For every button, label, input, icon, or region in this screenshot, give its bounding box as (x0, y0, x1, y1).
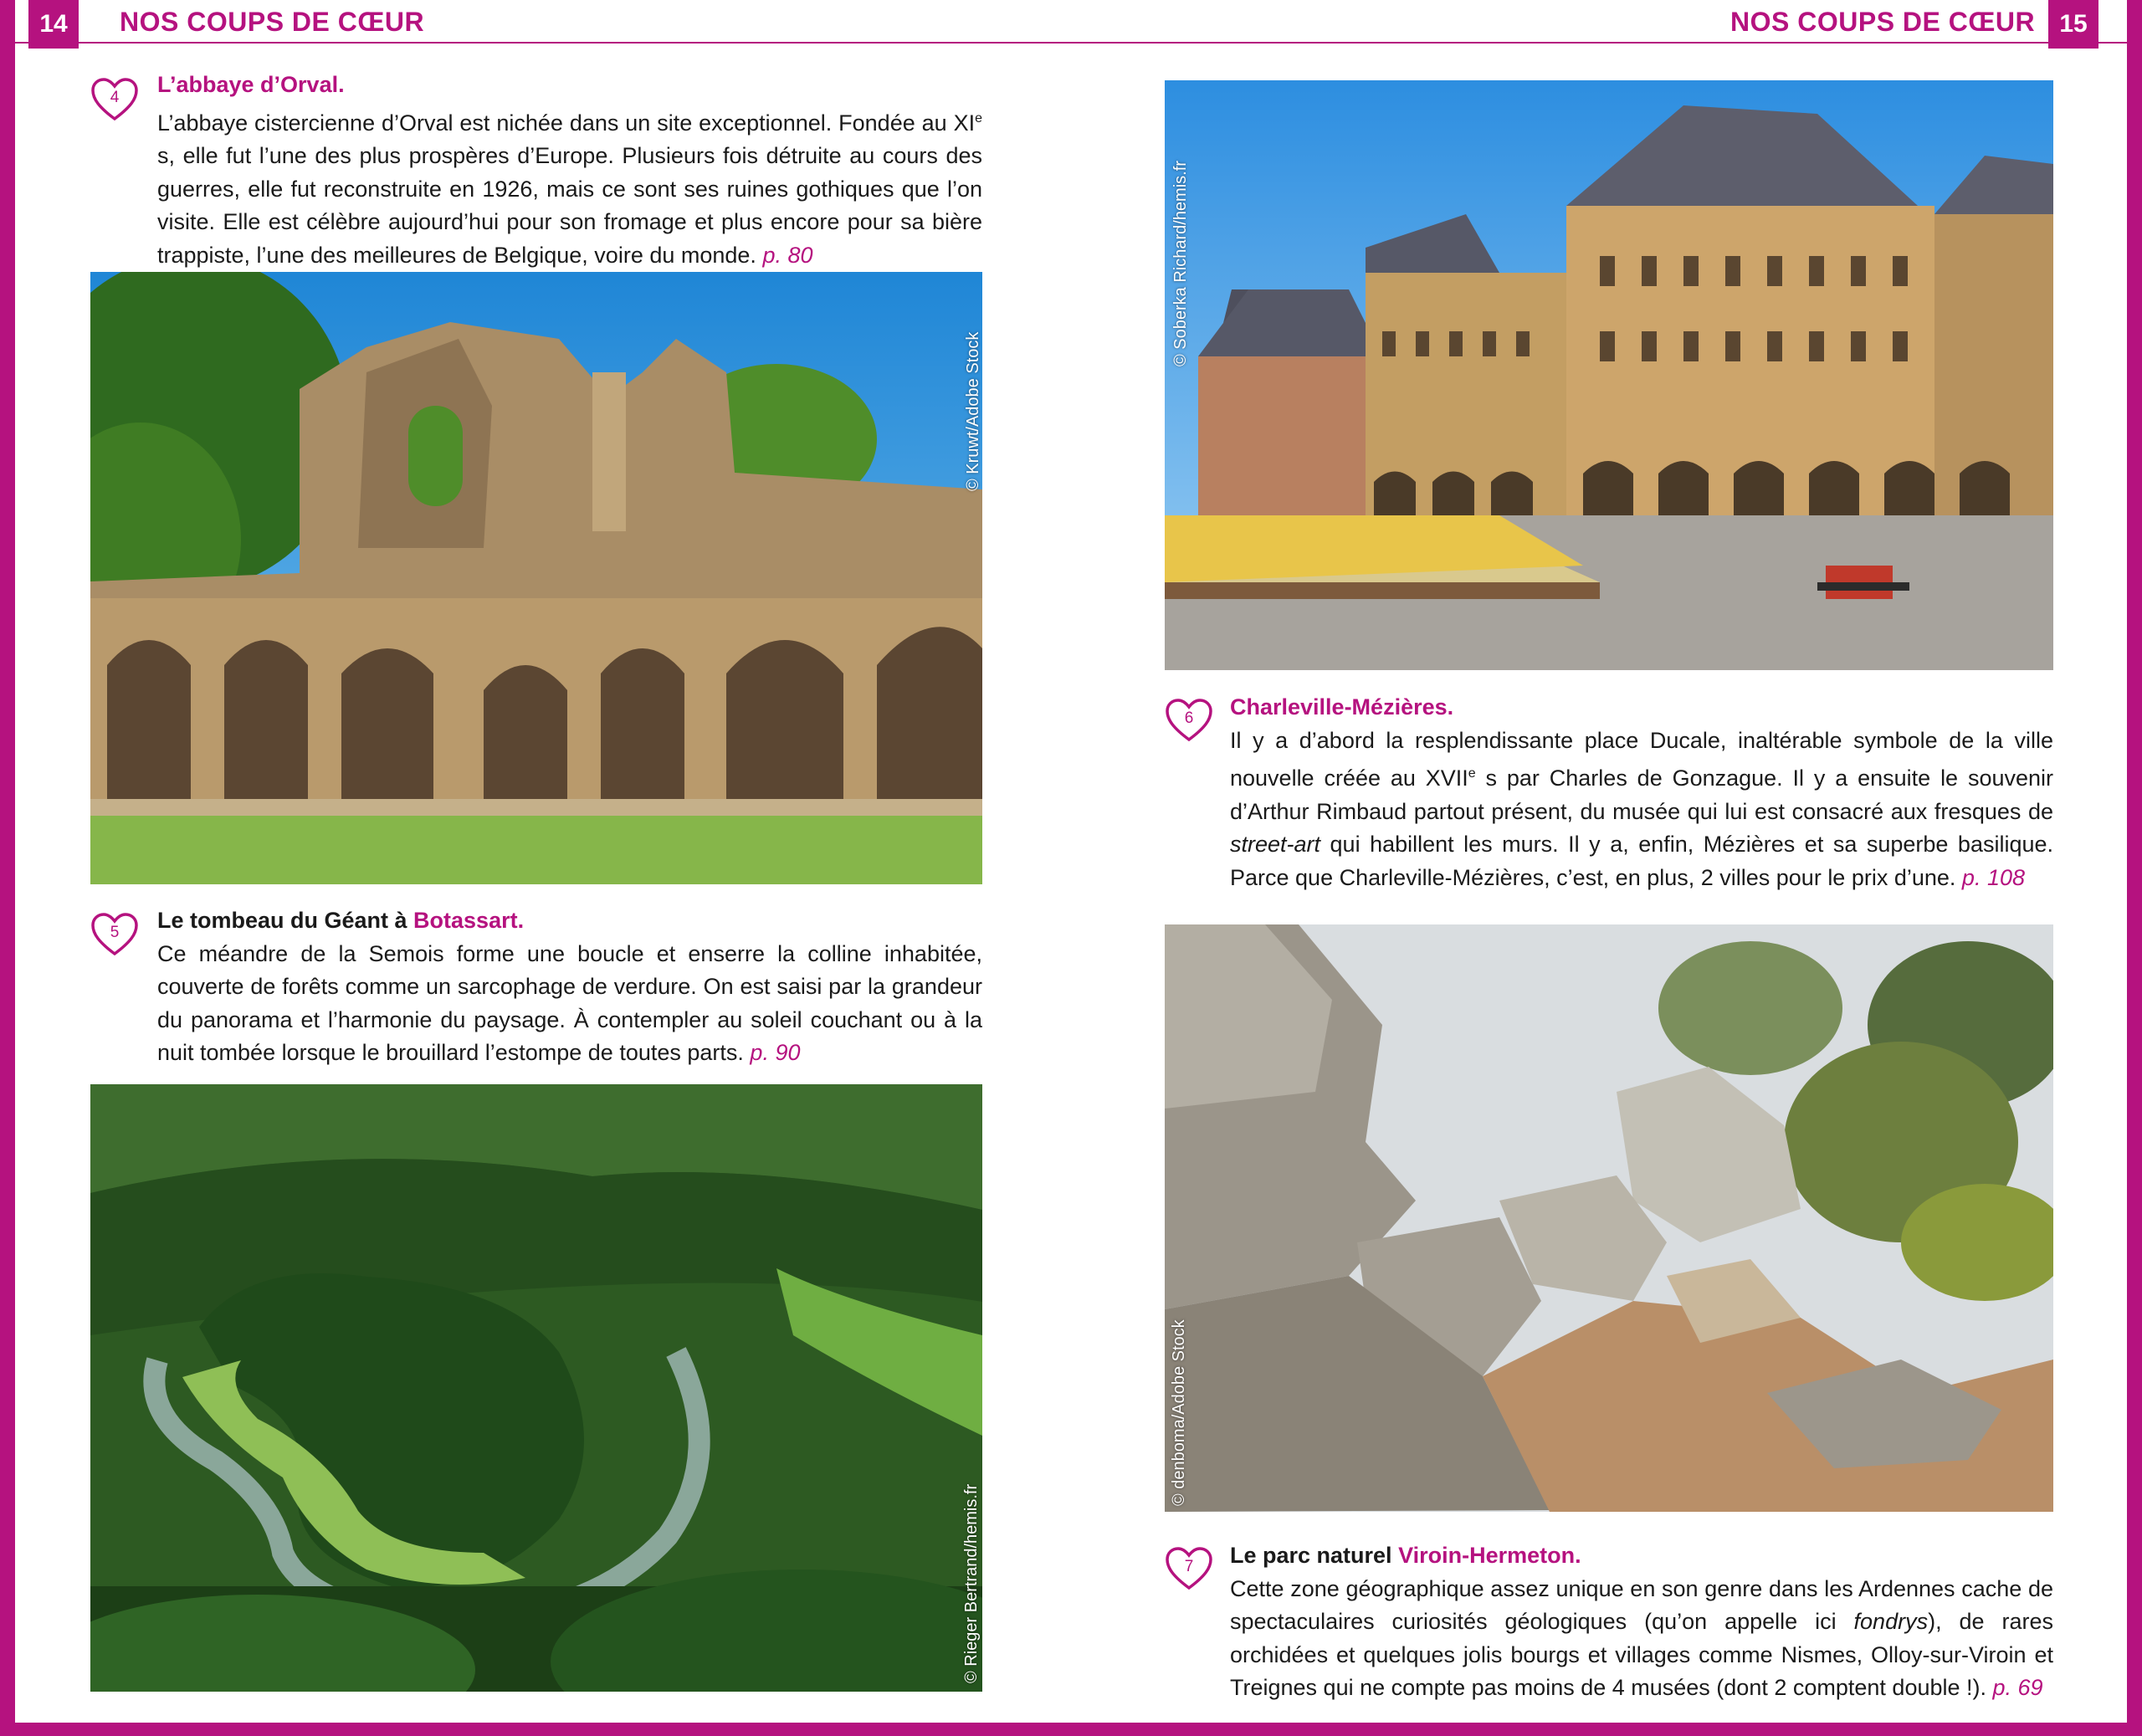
page-bottom-border (0, 1723, 2142, 1736)
entry-number: 6 (1184, 709, 1194, 727)
heart-number-icon (1165, 698, 1213, 743)
photo-botassart-meander (90, 1084, 982, 1692)
heart-number-icon (90, 77, 139, 122)
photo-credit: © Soberka Richard/hemis.fr (1171, 161, 1190, 366)
entry-title: L’abbaye d’Orval. (157, 72, 345, 97)
entry-charleville-text (1230, 691, 2053, 894)
left-running-head: NOS COUPS DE CŒUR (120, 7, 425, 37)
entry-body: Ce méandre de la Semois forme une boucle et enserre la colline inhabitée, couverte de forêts comme un sarcophage de verdure. On est saisi par la grandeur du panorama et l’harmonie du paysage. À contempler au soleil couchant ou à la nuit tombée lorsque le brouillard l’estompe de toutes parts. (157, 940, 982, 1065)
entry-title-prefix: Le parc naturel (1230, 1543, 1399, 1568)
entry-title-place: Viroin-Hermeton. (1398, 1543, 1581, 1568)
right-header-rule (1071, 42, 2127, 44)
entry-title: Charleville-Mézières. (1230, 694, 1454, 719)
entry-body: Cette zone géographique assez unique en son genre dans les Ardennes cache de spectaculaires curiosités géologiques (qu’on appelle ici (1230, 1575, 2053, 1634)
photo-viroin-rocks (1165, 924, 2053, 1512)
photo-credit: © Kruwt/Adobe Stock (964, 331, 982, 491)
entry-number: 5 (110, 924, 120, 941)
entry-number: 4 (110, 89, 120, 106)
photo-credit: © Rieger Bertrand/hemis.fr (962, 1483, 981, 1683)
entry-orval-text (157, 69, 982, 272)
entry-viroin-text (1230, 1539, 2053, 1705)
superscript: e (975, 110, 982, 125)
page-reference-link[interactable]: p. 108 (1961, 864, 2025, 890)
entry-body: Il y a d’abord la resplendissante place Ducale, inaltérable symbole de la ville nouvelle créée au XVII (1230, 727, 2053, 791)
entry-botassart-text (157, 904, 982, 1070)
photo-orval-abbey (90, 272, 982, 884)
italic-term: street-art (1230, 832, 1321, 857)
left-page-number: 14 (28, 0, 79, 49)
entry-body: L’abbaye cistercienne d’Orval est nichée dans un site exceptionnel. Fondée au XI (157, 110, 976, 136)
left-header-rule (15, 42, 1071, 44)
entry-body-cont: s par Charles de Gonzague. Il y a ensuite le souvenir d’Arthur Rimbaud partout présent, du musée qui lui est consacré aux fresques de (1230, 766, 2053, 824)
entry-title-prefix: Le tombeau du Géant à (157, 908, 414, 933)
page-reference-link[interactable]: p. 69 (1992, 1675, 2043, 1700)
heart-number-icon (1165, 1546, 1213, 1591)
right-running-head: NOS COUPS DE CŒUR (1730, 7, 2036, 37)
italic-term: fondrys (1853, 1609, 1929, 1634)
entry-title-place: Botassart. (413, 908, 525, 933)
page-reference-link[interactable]: p. 80 (762, 242, 813, 268)
entry-body-cont: ), de rares orchidées et quelques jolis bourgs et villages comme Nismes, Olloy-sur-Viroin et Treignes qui ne compte pas moins de 4 musées (dont 2 comptent double !). (1230, 1609, 2053, 1700)
entry-body-cont: s, elle fut l’une des plus prospères d’Europe. Plusieurs fois détruite au cours des guerres, elle fut reconstruite en 1926, mais ce sont ses ruines gothiques que l’on visite. Elle est célèbre aujourd’hui pour son fromage et plus encore pour sa bière trappiste, l’une des meilleures de Belgique, voire du monde. (157, 143, 982, 268)
page-right-border (2127, 0, 2142, 1736)
photo-place-ducale (1165, 80, 2053, 670)
page-left-border (0, 0, 15, 1736)
page-reference-link[interactable]: p. 90 (750, 1040, 801, 1065)
photo-credit: © denboma/Adobe Stock (1170, 1319, 1188, 1506)
right-page-number: 15 (2048, 0, 2098, 49)
entry-number: 7 (1184, 1558, 1194, 1575)
heart-number-icon (90, 912, 139, 957)
entry-body-end: qui habillent les murs. Il y a, enfin, Mézières et sa superbe basilique. Parce que Charleville-Mézières, c’est, en plus, 2 villes pour le prix d’une. (1230, 832, 2053, 890)
superscript: e (1468, 766, 1476, 781)
